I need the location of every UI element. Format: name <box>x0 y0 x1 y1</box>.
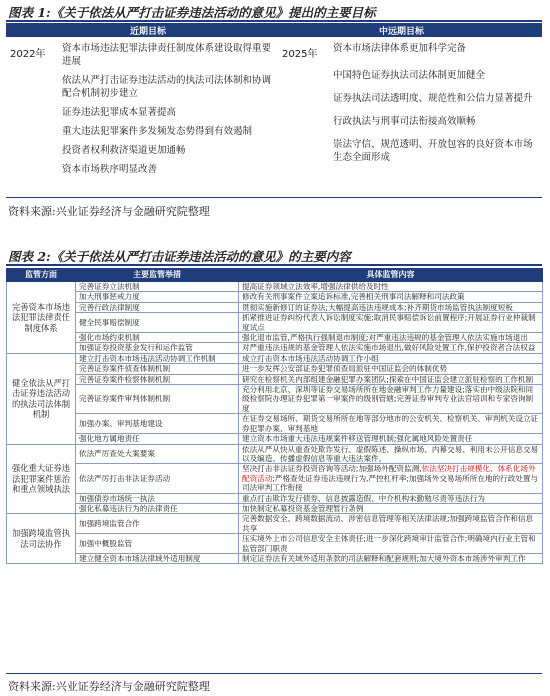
content-cell: 提高证券领域立法效率,增强法律供给及时性 <box>239 282 543 292</box>
content-cell: 抓紧推进证券纠纷代表人诉讼制度实施;取消民事赔偿诉讼前置程序;开展证券行业仲裁制度试点 <box>239 313 543 333</box>
measure-cell: 加强中概股监管 <box>76 534 239 554</box>
mid-term-goal-item: 行政执法与刑事司法衔接高效顺畅 <box>333 116 476 127</box>
table-row <box>7 434 543 444</box>
short-term-goal-item: 投资者权利救济渠道更加通畅 <box>62 145 186 156</box>
content-cell: 建立资本市场重大违法违规案件移送管理机制;强化属地风险处置责任 <box>239 434 543 444</box>
measure-cell: 建立打击资本市场违法活动协调工作机制 <box>76 353 239 363</box>
figure2-bottom-rule <box>6 673 542 674</box>
figure1-bottom-rule <box>6 197 542 198</box>
content-cell: 成立打击资本市场违法活动协调工作小组 <box>239 353 543 363</box>
table-row <box>7 514 543 534</box>
content-cell: 充分利用北京、深圳等证券交易场所所在地金融审判工作力量建设;落实由中级法院和同级检察院办理证券犯罪第一审案件的级别管辖;完善证券审判专业法官培训和专家咨询制度 <box>239 385 543 414</box>
figure1-header <box>6 23 542 37</box>
table-row <box>7 464 543 493</box>
short-term-goal-item: 资本市场违法犯罪法律责任制度体系建设取得重要进展 <box>62 43 272 67</box>
measure-cell: 完善证券案件侦查体制机制 <box>76 364 239 374</box>
short-term-goal-item: 资本市场秩序明显改善 <box>62 164 158 175</box>
measure-cell: 加强债券市场统一执法 <box>76 493 239 503</box>
content-cell: 加快制定私募投资基金管理暂行条例 <box>239 503 543 513</box>
figure2-source: 资料来源:兴业证券经济与金融研究院整理 <box>8 680 210 693</box>
content-text: 坚决打击非法证券投资咨询等活动;加强场外配资监测, <box>242 464 422 474</box>
table-row <box>7 333 543 343</box>
table-row <box>7 414 543 434</box>
content-cell: 制定证券法有关域外适用条款的司法解释和配套规则;加大境外资本市场涉外审判工作 <box>239 553 543 563</box>
table-row <box>7 313 543 333</box>
content-cell: 在证券交易场所、期货交易所所在地等部分地市的公安机关、检察机关、审判机关设立证券犯罪办案、审判基地 <box>239 414 543 434</box>
short-term-header: 近期目标 <box>130 27 167 37</box>
content-cell: 完善数据安全、跨境数据流动、涉密信息管理等相关法律法规;加强跨境监管合作和信息共享 <box>239 514 543 534</box>
content-cell: 对严重违法违规的基金管理人依法实施市场退出,做好风险处置工作,保护投资者合法权益 <box>239 343 543 353</box>
measure-cell: 完善行政法律制度 <box>76 302 239 312</box>
measure-cell: 强化市场约束机制 <box>76 333 239 343</box>
mid-term-goal-item: 资本市场法律体系更加科学完备 <box>333 43 467 54</box>
table-row <box>7 353 543 363</box>
content-text-tail: ;严格查处证券违法违规行为,严控杠杆率;加强场外交易场所所在地的行政处置与司法审判工作衔接 <box>242 473 539 493</box>
content-cell: 进一步发挥公安部证券犯罪侦查局派驻中国证监会的体制优势 <box>239 364 543 374</box>
measure-cell: 加大刑事惩戒力度 <box>76 292 239 302</box>
table-row <box>7 364 543 374</box>
table-row <box>7 343 543 353</box>
measure-column-header: 主要监管举措 <box>76 269 239 282</box>
table-row <box>7 553 543 563</box>
aspect-cell: 完善资本市场违法犯罪法律责任制度体系 <box>7 282 76 354</box>
content-cell: 依法从严从快从重查处欺诈发行、虚假陈述、操纵市场、内幕交易、利用未公开信息交易以及编造、传播虚假信息等重大违法案件。 <box>239 444 543 464</box>
content-cell: 重点打击欺诈发行债券、信息披露造假、中介机构未勤勉尽责等违法行为 <box>239 493 543 503</box>
mid-term-goal-item: 中国特色证券执法司法体制更加健全 <box>333 70 486 81</box>
figure1-title-rule <box>6 20 542 22</box>
mid-term-goals <box>333 42 538 170</box>
table-row <box>7 444 543 464</box>
content-cell: 贯彻实施新修订的证券法;大幅提高违法违规成本;补齐期货市场监管执法制度短板 <box>239 302 543 312</box>
highlighted-text: 依法坚决打击规模化、体系化场外配资活动 <box>242 464 536 483</box>
table-row <box>7 292 543 302</box>
table-row <box>7 374 543 384</box>
mid-term-goal-item: 证券执法司法透明度、规范性和公信力显著提升 <box>333 93 533 104</box>
measure-cell: 加强证券投资基金发行和运作监管 <box>76 343 239 353</box>
measure-cell: 建立健全资本市场法律域外适用制度 <box>76 553 239 563</box>
measure-cell: 加强办案、审判基地建设 <box>76 414 239 434</box>
aspect-cell: 健全依法从严打击证券违法活动的执法司法体制机制 <box>7 353 76 444</box>
measure-cell: 完善证券案件检察体制机制 <box>76 374 239 384</box>
short-term-goal-item: 重大违法犯罪案件多发频发态势得到有效遏制 <box>62 126 253 137</box>
content-column-header: 具体监管内容 <box>239 269 543 282</box>
content-cell: 研究在检察机关内部组建金融犯罪办案团队;探索在中国证监会建立派驻检察的工作机制 <box>239 374 543 384</box>
measure-cell: 强化地方属地责任 <box>76 434 239 444</box>
short-term-goals <box>62 42 280 182</box>
mid-term-goal-item: 崇法守信、规范透明、开放包容的良好资本市场生态全面形成 <box>333 139 533 163</box>
figure2-title: 图表 2:《关于依法从严打击证券违法活动的意见》的主要内容 <box>8 249 351 264</box>
content-cell: 强化退市监管,严格执行强制退市制度;对严重违法违规的基金管理人依法实施市场退出 <box>239 333 543 343</box>
table-row <box>7 282 543 292</box>
aspect-cell: 强化重大证券违法犯罪案件惩治和重点领域执法 <box>7 444 76 514</box>
short-term-goal-item: 依法从严打击证券违法活动的执法司法体制和协调配合机制初步建立 <box>62 75 272 99</box>
figure1-title: 图表 1:《关于依法从严打击证券违法活动的意见》提出的主要目标 <box>8 5 376 20</box>
table-row <box>7 534 543 554</box>
measure-cell: 依法严厉查处大案要案 <box>76 444 239 464</box>
table-row <box>7 385 543 414</box>
measure-cell: 健全民事赔偿制度 <box>76 313 239 333</box>
measure-cell: 强化私募违法行为的法律责任 <box>76 503 239 513</box>
table-row <box>7 302 543 312</box>
content-cell: 修改有关刑事案件立案追诉标准,完善相关刑事司法解释和司法政策 <box>239 292 543 302</box>
table-row <box>7 503 543 513</box>
figure2-title-rule <box>6 264 542 266</box>
table-header-row <box>7 269 543 282</box>
content-cell-highlighted <box>239 464 543 493</box>
figure1-source: 资料来源:兴业证券经济与金融研究院整理 <box>8 205 210 218</box>
table-row <box>7 493 543 503</box>
measure-cell: 完善证券立法机制 <box>76 282 239 292</box>
measures-table <box>6 268 543 564</box>
short-term-year: 2022年 <box>10 49 46 60</box>
aspect-cell: 加强跨境监管执法司法协作 <box>7 514 76 564</box>
content-cell: 压实境外上市公司信息安全主体责任;进一步深化跨境审计监管合作;明确境内行业主管和监管部门职责 <box>239 534 543 554</box>
aspect-column-header: 监管方面 <box>7 269 76 282</box>
mid-term-header: 中远期目标 <box>379 27 425 37</box>
measure-cell: 完善证券案件审判体制机制 <box>76 385 239 414</box>
mid-term-year: 2025年 <box>282 49 318 60</box>
measure-cell: 依法严厉打击非法证券活动 <box>76 464 239 493</box>
short-term-goal-item: 证券违法犯罪成本显著提高 <box>62 107 177 118</box>
measure-cell: 加强跨境监管合作 <box>76 514 239 534</box>
